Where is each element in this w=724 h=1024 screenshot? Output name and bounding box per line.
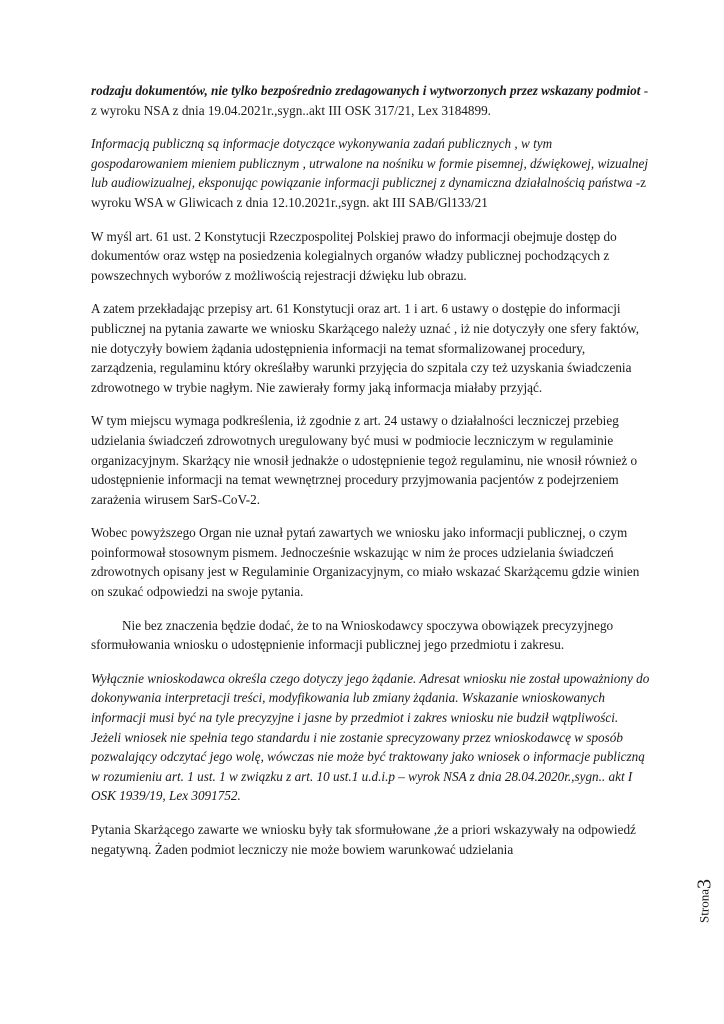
paragraph-text-span: W tym miejscu wymaga podkreślenia, iż zgodnie z art. 24 ustawy o działalności leczniczej przebieg udzielania świadczeń zdrowotnych uregulowany być musi w podmiocie leczniczym w regulaminie organizacyjnym. Skarżący nie wnosił jednakże o udostępnienie tegoż regulaminu, nie wnosił również o udostępnienie informacji na temat wewnętrznej procedury przyjmowania pacjentów z podejrzeniem zarażenia wirusem SarS-CoV-2.	[91, 413, 638, 507]
paragraph-p9	[91, 820, 651, 859]
paragraph-text-span: Pytania Skarżącego zawarte we wniosku były tak sformułowane ,że a priori wskazywały na odpowiedź negatywną. Żaden podmiot leczniczy nie może bowiem warunkować udzielania	[91, 822, 636, 857]
paragraph-p2	[91, 134, 651, 212]
page-label-word: Strona	[696, 889, 712, 923]
paragraph-text-span: Nie bez znaczenia będzie dodać, że to na Wnioskodawcy spoczywa obowiązek precyzyjnego sformułowania wniosku o udostępnienie informacji publicznej jego przedmiotu i zakresu.	[91, 617, 614, 653]
paragraph-text-span: rodzaju dokumentów, nie tylko bezpośrednio zredagowanych i wytworzonych przez wskazany podmiot	[91, 83, 641, 98]
paragraph-text-span: W myśl art. 61 ust. 2 Konstytucji Rzeczpospolitej Polskiej prawo do informacji obejmuje dostęp do dokumentów oraz wstęp na posiedzenia kolegialnych organów władzy publicznej pochodzących z powszechnych wyborów z możliwością rejestracji dźwięku lub obrazu.	[91, 228, 617, 283]
paragraph-p3	[91, 227, 651, 286]
paragraph-text-span: A zatem przekładając przepisy art. 61 Konstytucji oraz art. 1 i art. 6 ustawy o dostępie do informacji publicznej na pytania zawarte we wniosku Skarżącego należy uznać , iż nie dotyczyły one sfery faktów, nie dotyczyły bowiem żądania udostępnienia informacji na temat sformalizowanej procedury, zarządzenia, regulaminu który określałby warunki przyjęcia do szpitala czy też uzyskania świadczenia zdrowotnego w trybie nagłym. Nie zawierały formy jaką informacja miałaby przyjąć.	[91, 301, 640, 395]
paragraph-text-span: -z wyroku WSA w Gliwicach z dnia 12.10.2021r.,sygn. akt III SAB/Gl133/21	[91, 175, 646, 210]
paragraph-text-span: Informacją publiczną są informacje dotyczące wykonywania zadań publicznych , w tym gospodarowaniem mieniem publicznym , utrwalone na nośniku w formie pisemnej, dźwiękowej, wizualnej lub audiowizualnej, eksponując powiązanie informacji publicznej z dynamiczna działalnością państwa	[91, 136, 649, 191]
page-label-number: 3	[693, 879, 716, 890]
paragraph-p7	[91, 616, 651, 655]
paragraph-text-span: Wyłącznie wnioskodawca określa czego dotyczy jego żądanie. Adresat wniosku nie został upoważniony do dokonywania interpretacji treści, modyfikowania lub zmiany żądania. Wskazanie wnioskowanych informacji musi być na tyle precyzyjne i jasne by przedmiot i zakres wniosku nie budził wątpliwości. Jeżeli wniosek nie spełnia tego standardu i nie zostanie sprecyzowany przez wnioskodawcę w sposób pozwalający odczytać jego wolę, wówczas nie może być traktowany jako wniosek o informacje publiczną w rozumieniu art. 1 ust. 1 w związku z art. 10 ust.1 u.d.i.p – wyrok NSA z dnia 28.04.2020r.,sygn.. akt I OSK 1939/19, Lex 3091752.	[91, 670, 650, 804]
paragraph-p5	[91, 411, 651, 509]
document-body	[91, 81, 651, 873]
paragraph-p8	[91, 669, 651, 806]
paragraph-p4	[91, 299, 651, 397]
page-number-rotated	[694, 879, 717, 923]
paragraph-text-span: -z wyroku NSA z dnia 19.04.2021r.,sygn..akt III OSK 317/21, Lex 3184899.	[91, 83, 649, 118]
page-number-label	[690, 856, 720, 946]
paragraph-p1	[91, 81, 651, 120]
paragraph-text-span: Wobec powyższego Organ nie uznał pytań zawartych we wniosku jako informacji publicznej, o czym poinformował stosownym pismem. Jednocześnie wskazując w nim że proces udzielania świadczeń zdrowotnych opisany jest w Regulaminie Organizacyjnym, co miało wskazać Skarżącemu gdzie winien on szukać odpowiedzi na swoje pytania.	[91, 525, 640, 600]
paragraph-p6	[91, 523, 651, 601]
